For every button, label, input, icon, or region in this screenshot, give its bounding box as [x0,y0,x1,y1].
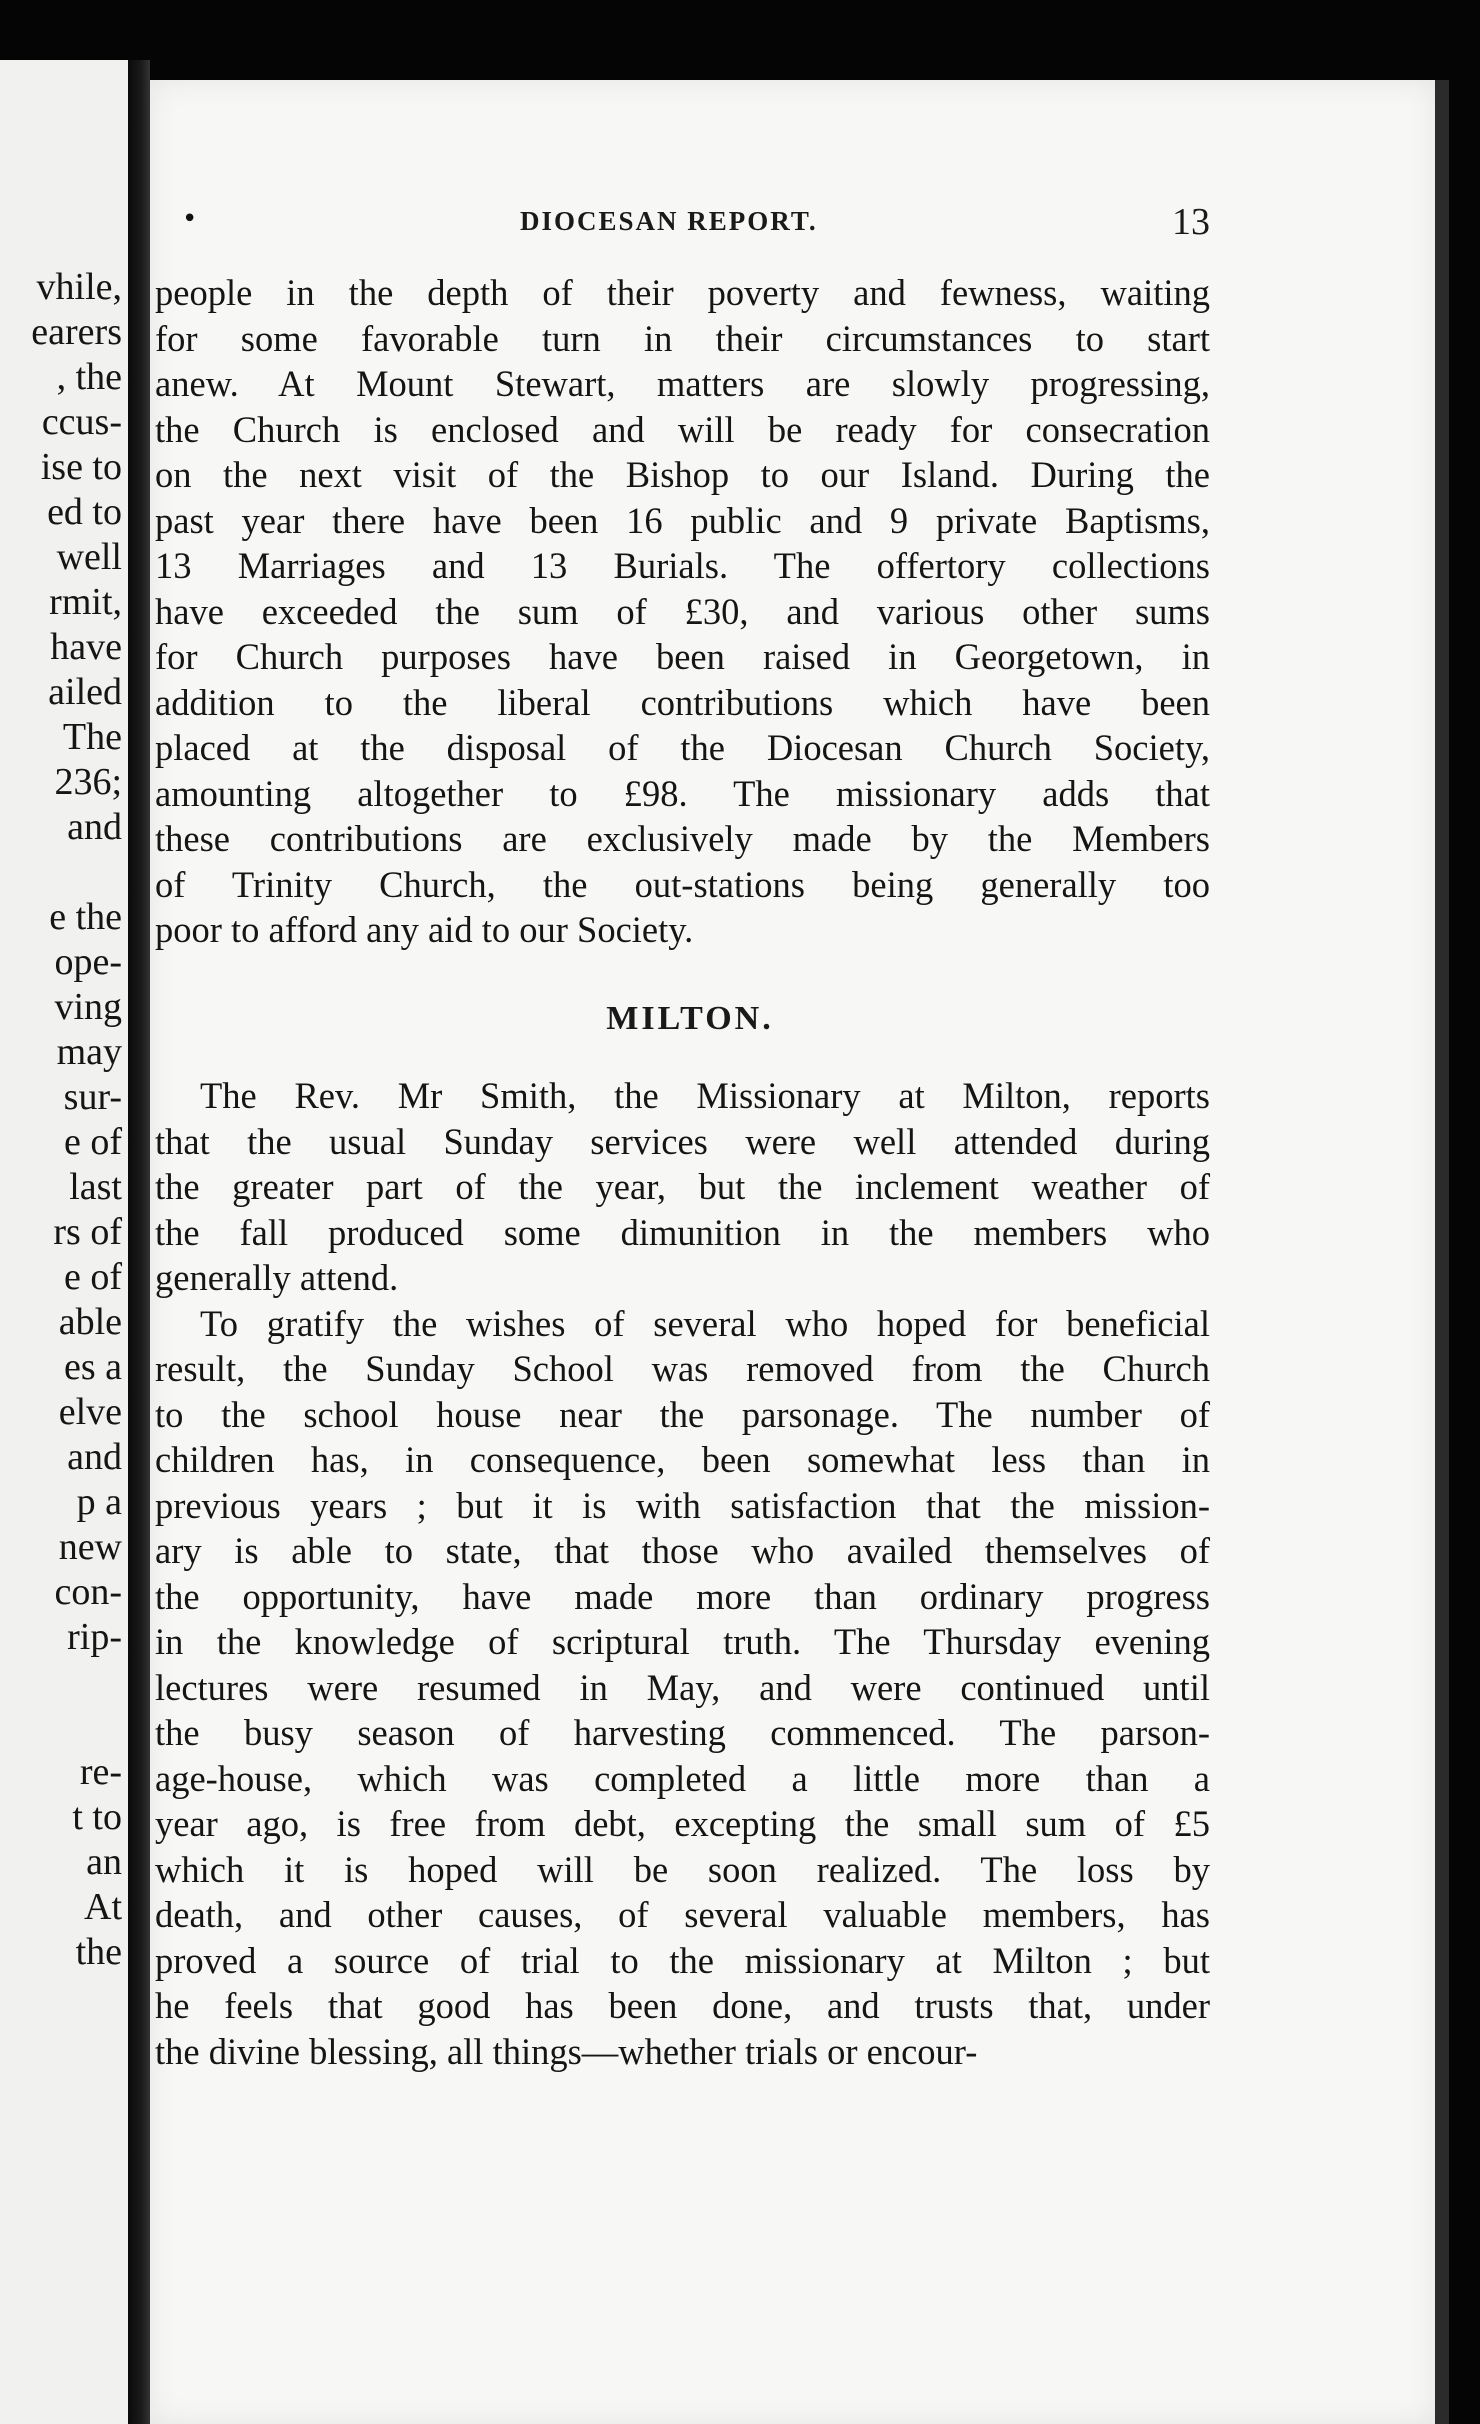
text-line: in the knowledge of scriptural truth. The Thursday evening [155,1621,1210,1662]
facing-page-text: es a [63,1346,122,1388]
facing-page-text: ccus- [41,401,122,443]
facing-page-text: rmit, [49,581,122,623]
facing-page-text: ope- [54,941,122,983]
facing-page-text: ving [54,986,122,1028]
facing-page-text: have [50,626,122,668]
text-line: generally attend. [155,1257,399,1298]
facing-page-text: e of [63,1121,122,1163]
text-line: he feels that good has been done, and trusts that, under [155,1985,1210,2026]
paragraph-milton-services [155,1073,1210,1301]
text-line: death, and other causes, of several valuable members, has [155,1894,1210,1935]
facing-page-text: e the [49,896,122,938]
facing-page-text: may [56,1031,122,1073]
text-line: past year there have been 16 public and 9 private Baptisms, [155,499,1210,541]
page-gutter [128,60,150,2424]
facing-page-text: re- [79,1751,122,1793]
text-line: amounting altogether to £98. The missionary adds that [155,772,1210,814]
page-header [150,200,1230,250]
facing-page-text: earers [31,311,122,353]
text-line: ary is able to state, that those who availed themselves of [155,1530,1210,1571]
facing-page-text: vhile, [36,266,122,308]
text-line: addition to the liberal contributions which have been [155,681,1210,723]
text-line: poor to afford any aid to our Society. [155,909,694,950]
text-line: for some favorable turn in their circumstances to start [155,317,1210,359]
text-line: which it is hoped will be soon realized. The loss by [155,1848,1210,1890]
text-line: lectures were resumed in May, and were continued until [155,1666,1210,1708]
text-line: age-house, which was completed a little more than a [155,1757,1210,1799]
text-line: The Rev. Mr Smith, the Missionary at Milton, reports [200,1075,1210,1116]
facing-page-text: and [67,806,122,848]
page-number: 13 [1172,201,1210,243]
facing-page-text: new [58,1526,122,1568]
facing-page-text: last [69,1166,122,1208]
ink-mark: • [182,204,198,234]
facing-page-text: ailed [48,671,122,713]
text-line: the greater part of the year, but the inclement weather of [155,1166,1210,1207]
facing-page-text: the [75,1931,122,1973]
facing-page-text: and [67,1436,122,1478]
facing-page-text: an [86,1841,122,1883]
section-body [155,1073,1210,2074]
facing-page-text: rs of [53,1211,122,1253]
text-line: the opportunity, have made more than ordinary progress [155,1575,1210,1617]
text-line: year ago, is free from debt, excepting the small sum of £5 [155,1803,1210,1844]
text-line: the busy season of harvesting commenced. The parson- [155,1712,1210,1753]
text-line: the divine blessing, all things—whether trials or encour- [155,2030,978,2072]
text-line: children has, in consequence, been somewhat less than in [155,1439,1210,1480]
text-line: placed at the disposal of the Diocesan Church Society, [155,727,1210,768]
facing-page-text: elve [58,1391,122,1433]
facing-page-text: At [84,1886,122,1928]
facing-page-text: p a [76,1481,122,1523]
facing-page-text: The [62,716,122,758]
text-line: result, the Sunday School was removed from the Church [155,1348,1210,1389]
text-line: that the usual Sunday services were well attended during [155,1120,1210,1162]
facing-page-text: sur- [63,1076,122,1118]
text-line: of Trinity Church, the out-stations being generally too [155,863,1210,905]
text-line: for Church purposes have been raised in Georgetown, in [155,636,1210,677]
text-line: people in the depth of their poverty and fewness, waiting [155,272,1210,313]
text-line: anew. At Mount Stewart, matters are slowly progressing, [155,363,1210,404]
facing-page-text: able [58,1301,122,1343]
text-line: proved a source of trial to the missionary at Milton ; but [155,1939,1210,1981]
text-line: these contributions are exclusively made by the Members [155,818,1210,859]
facing-page-text: rip- [67,1616,122,1658]
paragraph-sunday-school [155,1301,1210,2075]
text-line: to the school house near the parsonage. The number of [155,1393,1210,1435]
facing-page-text: , the [56,356,122,398]
text-line: To gratify the wishes of several who hoped for beneficial [200,1302,1210,1344]
facing-page-fragment [0,60,128,2424]
facing-page-text: 236; [54,761,122,803]
section-title: MILTON. [606,1000,774,1037]
facing-page-text: t to [72,1796,122,1838]
facing-page-text: well [56,536,122,578]
text-line: the fall produced some dimunition in the members who [155,1211,1210,1253]
running-head: DIOCESAN REPORT. [520,206,818,236]
paragraph-continued [155,270,1210,953]
text-line: on the next visit of the Bishop to our Island. During the [155,454,1210,495]
text-line: the Church is enclosed and will be ready for consecration [155,408,1210,450]
facing-page-text: con- [54,1571,122,1613]
text-line: previous years ; but it is with satisfaction that the mission- [155,1484,1210,1526]
facing-page-text: ed to [47,491,122,533]
text-line: 13 Marriages and 13 Burials. The offertory collections [155,545,1210,586]
page-edge [1435,80,1449,2424]
facing-page-text: e of [63,1256,122,1298]
text-line: have exceeded the sum of £30, and various other sums [155,590,1210,632]
facing-page-text: ise to [40,446,122,488]
